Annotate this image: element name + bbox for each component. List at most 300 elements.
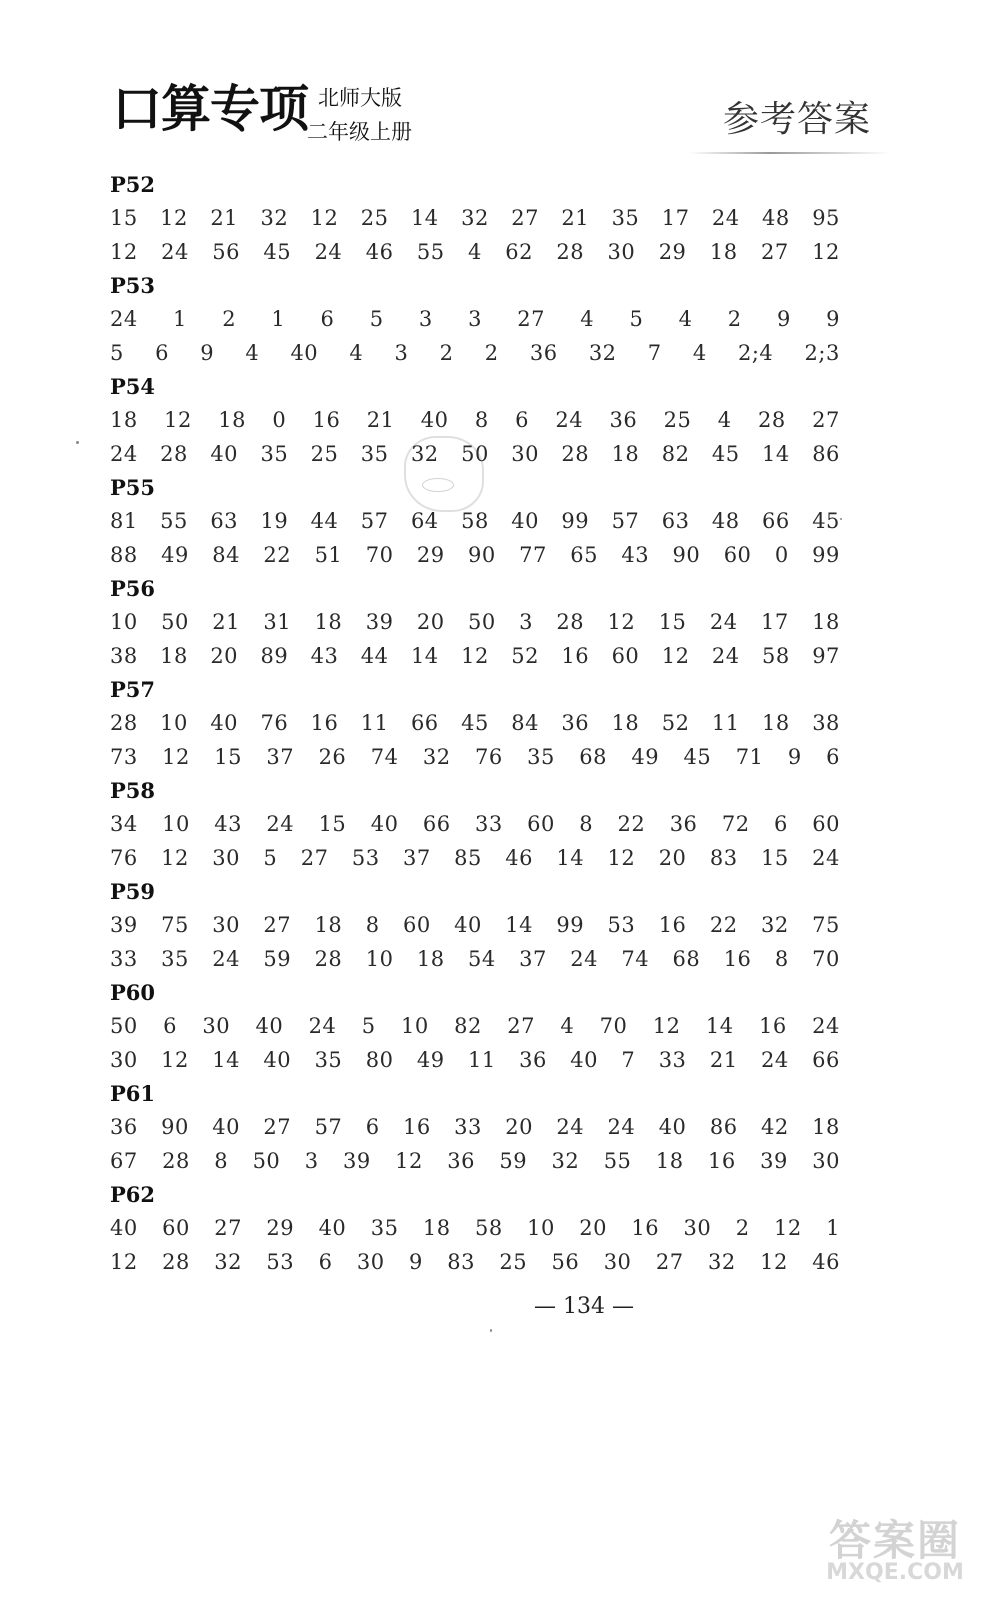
section-page-label: P54: [110, 374, 156, 399]
answer-value: 14: [505, 913, 533, 937]
answer-value: 37: [402, 846, 431, 870]
answer-value: 27: [511, 206, 539, 230]
answer-value: 28: [556, 610, 585, 634]
answer-value: 12: [461, 644, 489, 668]
answer-value: 12: [162, 745, 190, 769]
scan-speck: [76, 441, 79, 444]
answer-value: 66: [410, 711, 439, 735]
answer-value: 49: [416, 1048, 445, 1072]
answer-row: [110, 336, 840, 370]
answer-value: 55: [160, 509, 188, 533]
answer-value: 8: [365, 913, 380, 937]
answer-value: 33: [454, 1115, 482, 1139]
answer-value: 84: [212, 543, 241, 567]
answer-value: 0: [774, 543, 789, 567]
answer-row: [110, 908, 840, 942]
answer-value: 45: [683, 745, 712, 769]
answer-value: 3: [519, 610, 533, 634]
answer-value: 2: [439, 341, 454, 365]
answer-value: 84: [511, 711, 539, 735]
answer-value: 38: [812, 711, 840, 735]
answer-value: 18: [812, 1115, 840, 1139]
answer-value: 21: [212, 610, 241, 634]
answer-value: 28: [757, 408, 786, 432]
answer-value: 32: [707, 1250, 736, 1274]
answer-value: 15: [760, 846, 789, 870]
answer-value: 14: [556, 846, 585, 870]
answer-value: 28: [556, 240, 585, 264]
answer-value: 24: [266, 812, 295, 836]
answer-value: 15: [318, 812, 347, 836]
answer-value: 2: [727, 307, 742, 331]
answer-value: 4: [349, 341, 364, 365]
answer-value: 22: [617, 812, 646, 836]
answer-value: 4: [678, 307, 693, 331]
answer-value: 50: [110, 1014, 138, 1038]
answer-value: 15: [658, 610, 687, 634]
answer-value: 40: [370, 812, 399, 836]
answer-value: 32: [422, 745, 451, 769]
answer-value: 45: [711, 442, 740, 466]
answer-value: 52: [661, 711, 690, 735]
answer-value: 18: [422, 1216, 451, 1240]
answer-value: 32: [588, 341, 617, 365]
watermark-line2: MXQE.COM: [826, 1560, 964, 1585]
answer-value: 9: [776, 307, 791, 331]
answer-value: 8: [579, 812, 594, 836]
answer-value: 10: [365, 947, 394, 971]
answer-value: 40: [511, 509, 539, 533]
answer-value: 18: [655, 1149, 684, 1173]
answer-value: 5: [629, 307, 644, 331]
answer-value: 28: [314, 947, 343, 971]
answer-value: 22: [263, 543, 292, 567]
answer-value: 24: [709, 610, 738, 634]
answer-value: 27: [655, 1250, 684, 1274]
answer-value: 40: [212, 1115, 241, 1139]
answer-value: 39: [342, 1149, 371, 1173]
answer-value: 30: [607, 240, 636, 264]
answer-value: 40: [290, 341, 319, 365]
answer-sections: [110, 168, 870, 1279]
answer-value: 12: [773, 1216, 802, 1240]
answer-value: 12: [160, 206, 188, 230]
answer-value: 4: [560, 1014, 575, 1038]
answer-value: 16: [631, 1216, 660, 1240]
answer-section: [110, 1178, 870, 1279]
answer-value: 43: [214, 812, 243, 836]
answer-value: 38: [110, 644, 138, 668]
answer-value: 27: [263, 913, 292, 937]
answer-value: 6: [155, 341, 169, 365]
answer-value: 3: [418, 307, 433, 331]
answer-value: 33: [658, 1048, 687, 1072]
answer-value: 21: [210, 206, 239, 230]
answer-value: 40: [210, 711, 239, 735]
answer-value: 55: [603, 1149, 632, 1173]
answer-value: 6: [773, 812, 788, 836]
answer-value: 6: [318, 1250, 333, 1274]
section-page-label: P58: [110, 778, 156, 803]
answer-value: 20: [210, 644, 239, 668]
answer-value: 52: [511, 644, 539, 668]
answer-value: 76: [110, 846, 138, 870]
answer-value: 35: [611, 206, 640, 230]
answer-value: 18: [314, 913, 343, 937]
answer-value: 26: [318, 745, 347, 769]
answer-value: 27: [300, 846, 329, 870]
answer-value: 16: [723, 947, 752, 971]
answer-value: 8: [474, 408, 489, 432]
section-page-label: P55: [110, 475, 156, 500]
answer-value: 30: [356, 1250, 385, 1274]
answer-value: 12: [161, 846, 189, 870]
answer-value: 5: [361, 1014, 376, 1038]
answer-value: 40: [110, 1216, 138, 1240]
answer-value: 60: [611, 644, 640, 668]
answer-value: 24: [760, 1048, 789, 1072]
answer-value: 28: [160, 442, 188, 466]
answer-value: 90: [467, 543, 496, 567]
answer-value: 18: [812, 610, 840, 634]
answer-value: 3: [304, 1149, 319, 1173]
answer-value: 28: [162, 1149, 190, 1173]
answer-row: [110, 403, 840, 437]
answer-value: 66: [812, 1048, 840, 1072]
answer-value: 10: [401, 1014, 429, 1038]
answer-value: 60: [527, 812, 555, 836]
answer-value: 30: [683, 1216, 712, 1240]
answer-value: 18: [110, 408, 138, 432]
answer-value: 48: [711, 509, 740, 533]
answer-value: 18: [762, 711, 790, 735]
answer-value: 0: [272, 408, 287, 432]
answer-value: 24: [110, 307, 138, 331]
stamp-mark: [404, 436, 484, 512]
answer-value: 44: [310, 509, 339, 533]
section-page-label: P62: [110, 1182, 156, 1207]
answer-value: 66: [422, 812, 451, 836]
answer-key-title: 参考答案: [723, 99, 872, 140]
answer-value: 64: [410, 509, 439, 533]
answer-value: 24: [570, 947, 598, 971]
answer-value: 62: [505, 240, 533, 264]
answer-value: 60: [162, 1216, 190, 1240]
answer-value: 2;4: [738, 341, 774, 365]
answer-section: [110, 269, 870, 370]
answer-value: 36: [110, 1115, 138, 1139]
answer-value: 14: [410, 644, 439, 668]
answer-value: 49: [631, 745, 660, 769]
answer-value: 45: [812, 509, 840, 533]
answer-row: [110, 740, 840, 774]
answer-value: 66: [762, 509, 790, 533]
answer-value: 86: [812, 442, 840, 466]
answer-value: 18: [416, 947, 445, 971]
page-number: [0, 1294, 634, 1319]
section-page-label: P59: [110, 879, 156, 904]
answer-value: 36: [609, 408, 638, 432]
answer-value: 53: [351, 846, 380, 870]
answer-value: 27: [263, 1115, 292, 1139]
page-number-text: — 134 —: [534, 1294, 634, 1319]
answer-value: 35: [314, 1048, 343, 1072]
answer-value: 82: [661, 442, 690, 466]
answer-value: 4: [692, 341, 707, 365]
answer-value: 40: [570, 1048, 598, 1072]
answer-value: 12: [812, 240, 840, 264]
answer-value: 30: [603, 1250, 632, 1274]
answer-value: 58: [762, 644, 790, 668]
answer-value: 2;3: [804, 341, 840, 365]
answer-value: 36: [669, 812, 698, 836]
answer-value: 30: [212, 913, 241, 937]
answer-value: 17: [760, 610, 789, 634]
answer-value: 68: [672, 947, 701, 971]
answer-value: 14: [762, 442, 790, 466]
answer-value: 32: [260, 206, 289, 230]
answer-value: 36: [561, 711, 590, 735]
answer-value: 39: [760, 1149, 788, 1173]
answer-value: 25: [360, 206, 389, 230]
answer-value: 9: [408, 1250, 423, 1274]
section-page-label: P57: [110, 677, 156, 702]
answer-row: [110, 302, 840, 336]
answer-value: 90: [672, 543, 701, 567]
answer-value: 82: [454, 1014, 482, 1038]
answer-value: 16: [310, 711, 339, 735]
answer-value: 99: [561, 509, 590, 533]
section-page-label: P61: [110, 1081, 156, 1106]
answer-value: 21: [709, 1048, 738, 1072]
answer-value: 70: [365, 543, 394, 567]
answer-value: 33: [110, 947, 138, 971]
answer-value: 2: [735, 1216, 750, 1240]
answer-value: 16: [707, 1149, 736, 1173]
answer-row: [110, 201, 840, 235]
answer-value: 30: [511, 442, 539, 466]
answer-value: 40: [420, 408, 449, 432]
answer-value: 59: [499, 1149, 528, 1173]
answer-value: 88: [110, 543, 138, 567]
answer-value: 71: [735, 745, 764, 769]
answer-value: 42: [760, 1115, 789, 1139]
answer-value: 16: [402, 1115, 431, 1139]
answer-value: 72: [721, 812, 750, 836]
answer-value: 25: [663, 408, 692, 432]
answer-value: 12: [607, 846, 636, 870]
answer-value: 20: [579, 1216, 607, 1240]
answer-value: 75: [161, 913, 189, 937]
answer-value: 12: [161, 1048, 189, 1072]
answer-value: 1: [173, 307, 187, 331]
answer-value: 27: [760, 240, 789, 264]
answer-value: 18: [218, 408, 246, 432]
answer-value: 48: [762, 206, 790, 230]
answer-value: 10: [110, 610, 138, 634]
answer-value: 12: [661, 644, 690, 668]
answer-value: 24: [212, 947, 241, 971]
answer-row: [110, 504, 840, 538]
answer-value: 74: [621, 947, 650, 971]
answer-value: 77: [519, 543, 547, 567]
answer-value: 58: [461, 509, 489, 533]
page-header: [0, 0, 996, 160]
answer-value: 29: [658, 240, 687, 264]
answer-value: 57: [314, 1115, 343, 1139]
answer-value: 49: [161, 543, 189, 567]
answer-value: 67: [110, 1149, 138, 1173]
answer-value: 21: [366, 408, 395, 432]
answer-value: 4: [580, 307, 595, 331]
answer-value: 12: [652, 1014, 681, 1038]
answer-value: 51: [314, 543, 343, 567]
answer-value: 32: [461, 206, 489, 230]
answer-value: 75: [812, 913, 840, 937]
section-page-label: P53: [110, 273, 156, 298]
answer-value: 11: [467, 1048, 496, 1072]
answer-value: 12: [310, 206, 339, 230]
answer-row: [110, 1211, 840, 1245]
answer-value: 6: [826, 745, 840, 769]
answer-value: 30: [812, 1149, 840, 1173]
answer-value: 14: [705, 1014, 734, 1038]
answer-value: 4: [717, 408, 732, 432]
scan-speck: [490, 1329, 492, 1332]
answer-value: 40: [658, 1115, 687, 1139]
answer-value: 60: [723, 543, 752, 567]
answer-value: 12: [760, 1250, 788, 1274]
answer-value: 68: [579, 745, 607, 769]
answer-value: 25: [310, 442, 339, 466]
answer-row: [110, 942, 840, 976]
answer-value: 3: [394, 341, 409, 365]
answer-value: 17: [661, 206, 690, 230]
answer-value: 36: [529, 341, 558, 365]
answer-value: 2: [484, 341, 499, 365]
answer-value: 10: [160, 711, 188, 735]
answer-value: 31: [263, 610, 292, 634]
answer-value: 28: [162, 1250, 190, 1274]
answer-value: 18: [709, 240, 738, 264]
answer-row: [110, 538, 840, 572]
answer-value: 6: [365, 1115, 380, 1139]
answer-value: 6: [163, 1014, 177, 1038]
answer-value: 35: [370, 1216, 399, 1240]
answer-value: 27: [507, 1014, 536, 1038]
answer-row: [110, 841, 840, 875]
answer-value: 27: [517, 307, 545, 331]
answer-value: 36: [519, 1048, 547, 1072]
answer-row: [110, 807, 840, 841]
answer-value: 1: [826, 1216, 840, 1240]
answer-value: 45: [461, 711, 489, 735]
answer-value: 9: [200, 341, 215, 365]
scan-speck: [840, 518, 842, 520]
section-page-label: P60: [110, 980, 156, 1005]
answer-value: 24: [110, 442, 138, 466]
answer-value: 24: [711, 206, 740, 230]
answer-value: 10: [162, 812, 190, 836]
answer-value: 50: [252, 1149, 281, 1173]
answer-row: [110, 639, 840, 673]
answer-value: 24: [556, 1115, 585, 1139]
answer-value: 22: [709, 913, 738, 937]
answer-value: 24: [607, 1115, 636, 1139]
answer-value: 28: [561, 442, 590, 466]
answer-value: 40: [454, 913, 482, 937]
answer-row: [110, 1009, 840, 1043]
answer-value: 14: [410, 206, 439, 230]
answer-row: [110, 1043, 840, 1077]
header-rule: [690, 152, 890, 154]
grade-label: 二年级上册: [307, 120, 412, 144]
answer-value: 32: [410, 442, 439, 466]
answer-value: 40: [255, 1014, 284, 1038]
answer-value: 5: [110, 341, 124, 365]
answer-value: 35: [527, 745, 555, 769]
answer-value: 60: [402, 913, 431, 937]
answer-value: 29: [416, 543, 445, 567]
answer-value: 10: [527, 1216, 555, 1240]
answer-row: [110, 1110, 840, 1144]
answer-value: 37: [519, 947, 547, 971]
answer-value: 6: [320, 307, 335, 331]
answer-section: [110, 673, 870, 774]
answer-value: 85: [454, 846, 482, 870]
answer-section: [110, 875, 870, 976]
answer-value: 15: [110, 206, 138, 230]
book-title: 口算专项: [112, 80, 308, 138]
answer-value: 57: [611, 509, 640, 533]
answer-value: 76: [474, 745, 503, 769]
answer-value: 4: [245, 341, 260, 365]
answer-value: 54: [467, 947, 496, 971]
answer-value: 80: [365, 1048, 394, 1072]
answer-value: 16: [312, 408, 341, 432]
answer-value: 58: [474, 1216, 503, 1240]
answer-value: 24: [812, 846, 840, 870]
answer-value: 24: [812, 1014, 840, 1038]
answer-value: 40: [263, 1048, 292, 1072]
answer-value: 18: [160, 644, 188, 668]
answer-value: 16: [759, 1014, 787, 1038]
answer-value: 7: [647, 341, 662, 365]
answer-value: 57: [360, 509, 389, 533]
answer-value: 12: [110, 1250, 138, 1274]
answer-section: [110, 1077, 870, 1178]
answer-value: 39: [110, 913, 138, 937]
answer-value: 32: [214, 1250, 243, 1274]
answer-value: 16: [658, 913, 687, 937]
answer-value: 9: [826, 307, 840, 331]
answer-value: 50: [467, 610, 496, 634]
answer-value: 8: [214, 1149, 229, 1173]
answer-value: 56: [551, 1250, 580, 1274]
answer-value: 4: [467, 240, 482, 264]
answer-value: 1: [271, 307, 286, 331]
answer-value: 55: [416, 240, 445, 264]
answer-value: 24: [314, 240, 343, 264]
answer-value: 35: [260, 442, 289, 466]
answer-value: 63: [661, 509, 690, 533]
answer-value: 44: [360, 644, 389, 668]
answer-value: 83: [447, 1250, 475, 1274]
answer-value: 99: [812, 543, 840, 567]
answer-value: 32: [551, 1149, 580, 1173]
answer-value: 30: [110, 1048, 138, 1072]
answer-section: [110, 572, 870, 673]
